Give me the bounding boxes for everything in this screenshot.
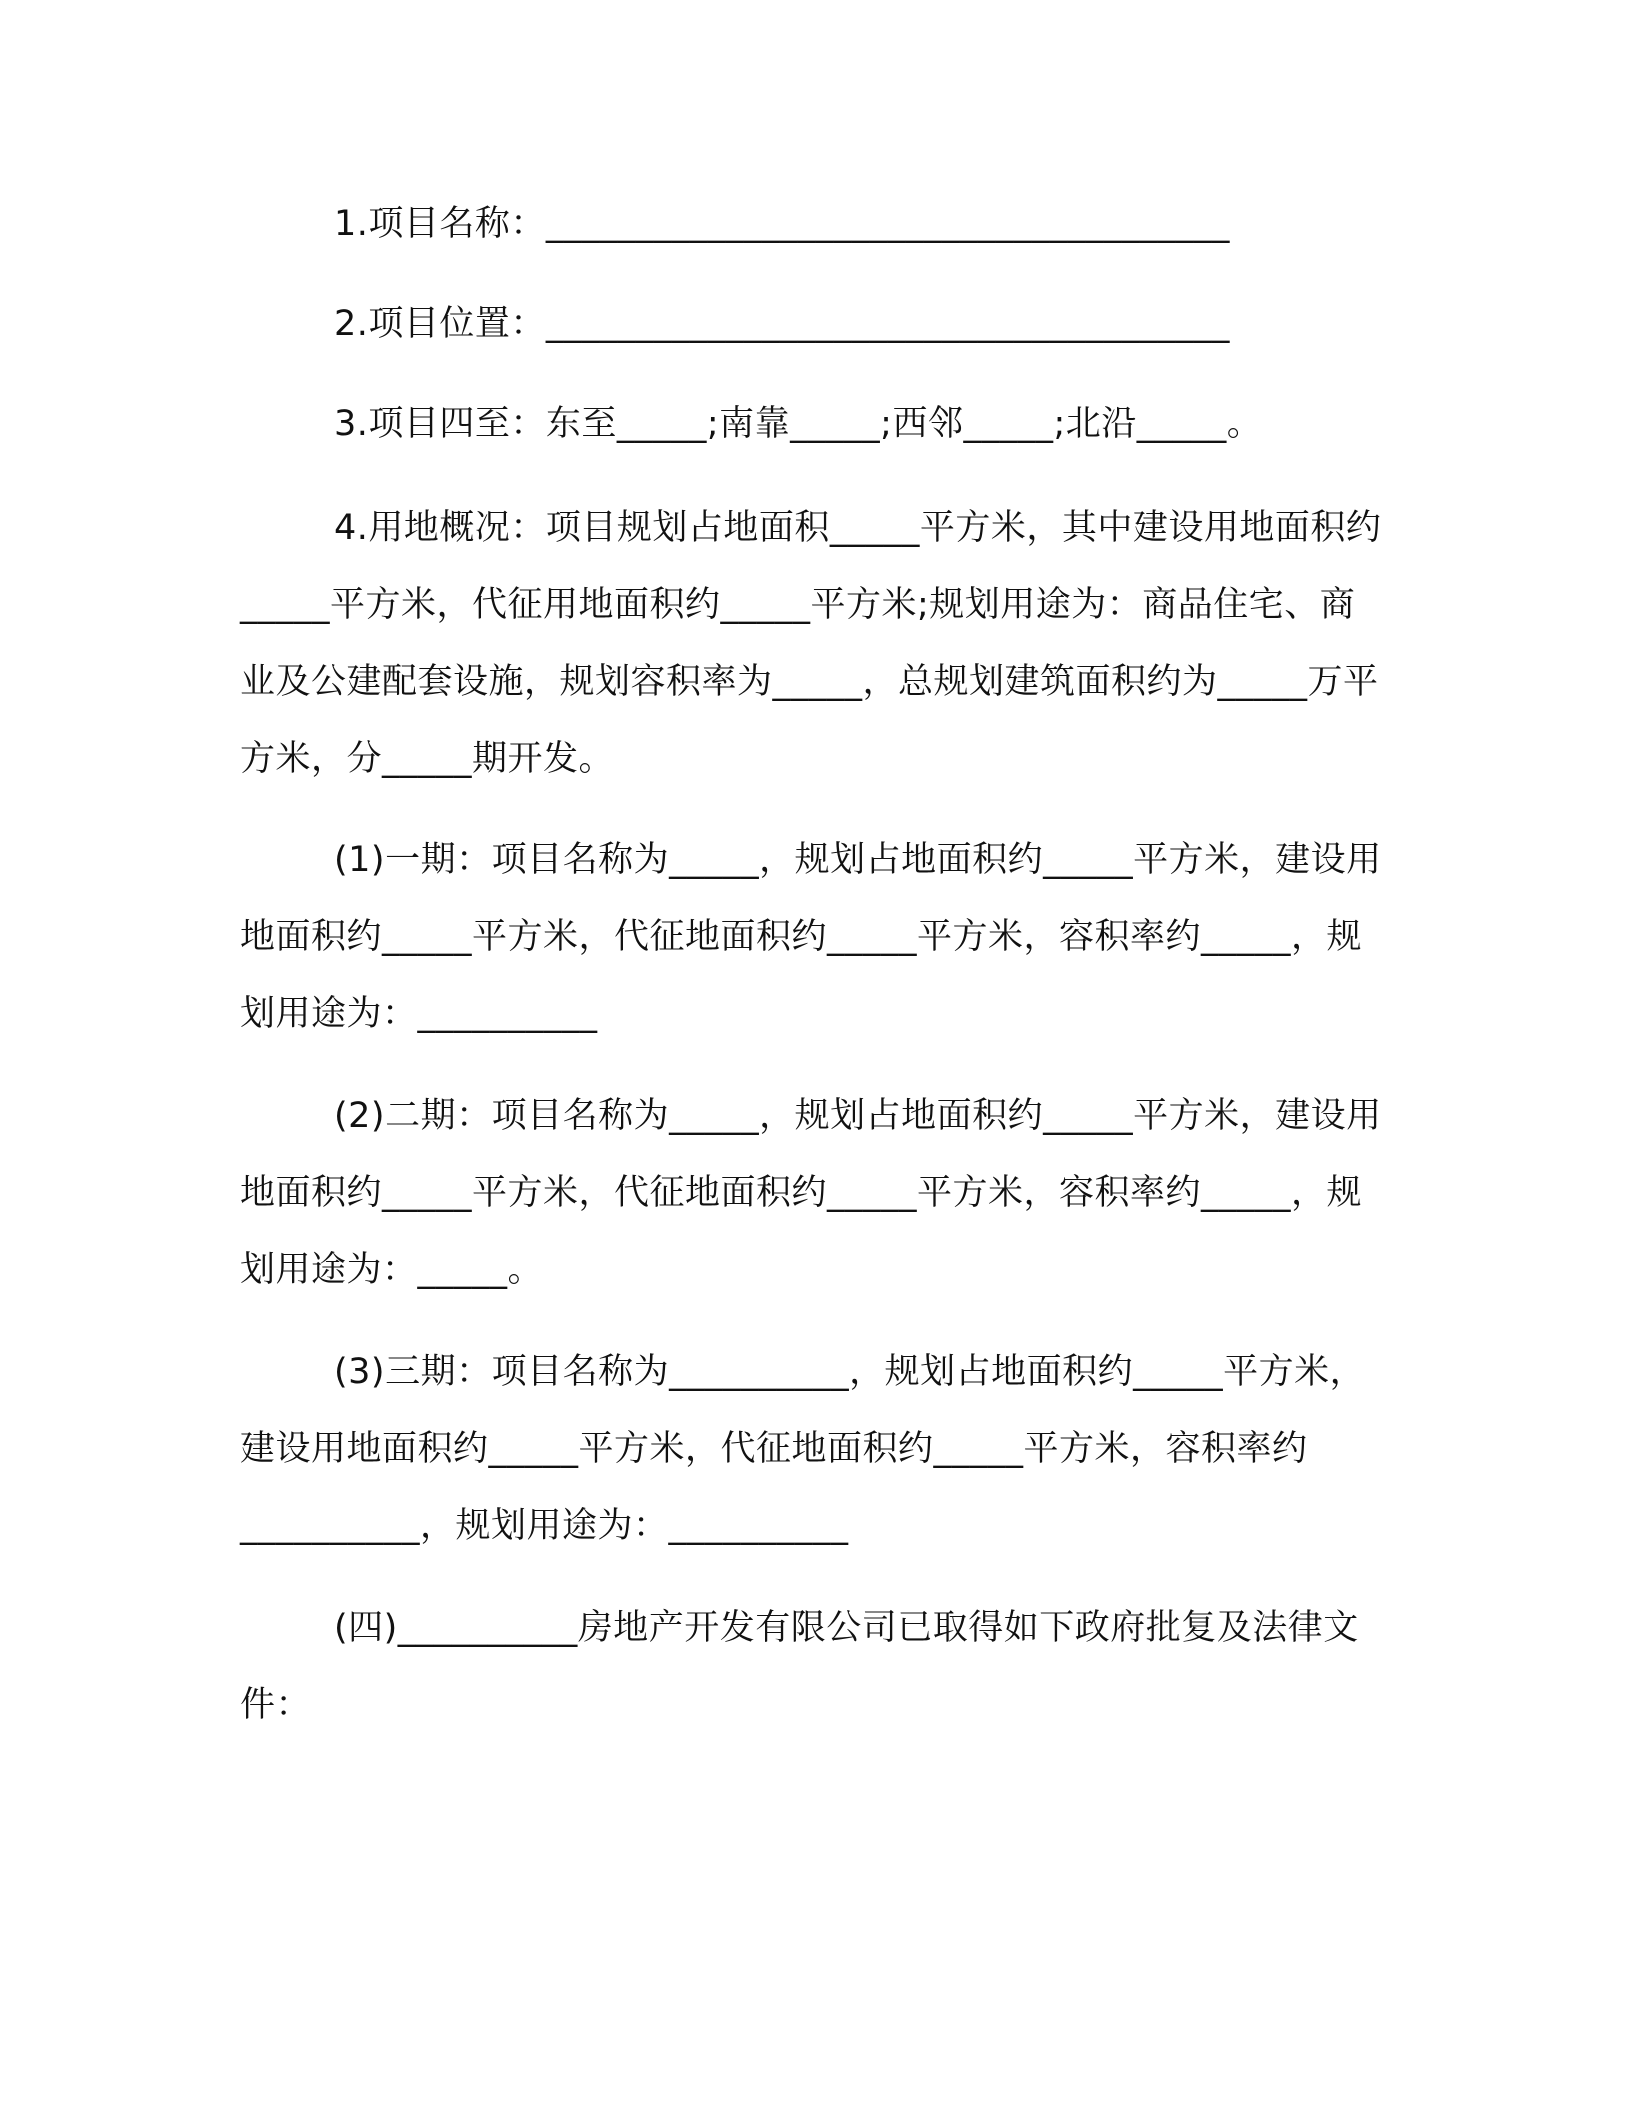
item-land-overview: 4.用地概况：项目规划占地面积_____平方米，其中建设用地面积约_____平方米，代征用地面积约_____平方米;规划用途为：商品住宅、商业及公建配套设施，规划容积率为_____，总规划建筑面积约为_____万平方米，分_____期开发。 — [240, 508, 1382, 779]
item-phase-1: (1)一期：项目名称为_____，规划占地面积约_____平方米，建设用地面积约_____平方米，代征地面积约_____平方米，容积率约_____，规划用途为：__________ — [240, 840, 1382, 1034]
item-phase-3: (3)三期：项目名称为__________，规划占地面积约_____平方米，建设用地面积约_____平方米，代征地面积约_____平方米，容积率约__________，规划用途为：__________ — [240, 1352, 1366, 1546]
item-project-boundaries: 3.项目四至：东至_____;南靠_____;西邻_____;北沿_____。 — [334, 404, 1263, 444]
item-phase-2: (2)二期：项目名称为_____，规划占地面积约_____平方米，建设用地面积约_____平方米，代征地面积约_____平方米，容积率约_____，规划用途为：_____。 — [240, 1096, 1382, 1290]
section-four-approvals: (四)__________房地产开发有限公司已取得如下政府批复及法律文件： — [240, 1608, 1359, 1725]
item-project-location: 2.项目位置：______________________________________ — [334, 304, 1230, 344]
item-project-name: 1.项目名称：______________________________________ — [334, 204, 1230, 244]
